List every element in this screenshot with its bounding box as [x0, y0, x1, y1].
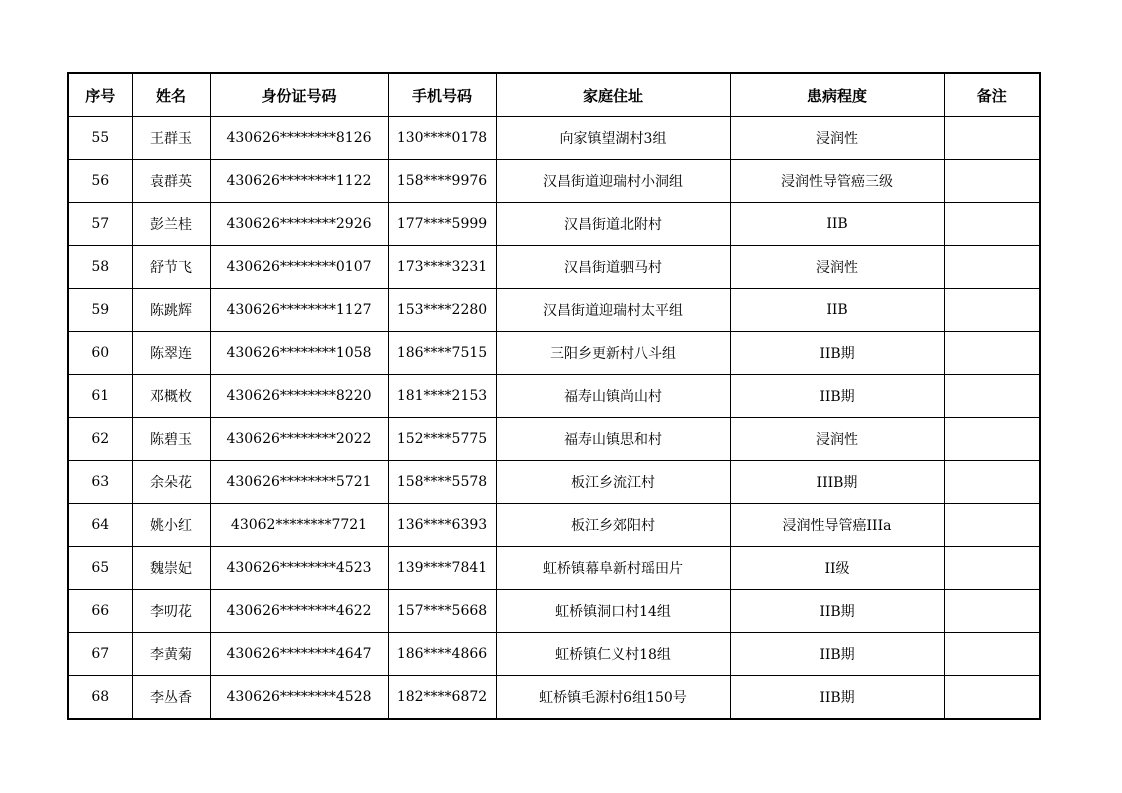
cell-remarks: [944, 418, 1040, 461]
cell-name: 袁群英: [132, 160, 210, 203]
cell-id-number: 430626********4647: [210, 633, 388, 676]
cell-name: 王群玉: [132, 117, 210, 160]
table-row: [68, 246, 1040, 289]
cell-id-number: 430626********8220: [210, 375, 388, 418]
header-row: [68, 73, 1040, 117]
cell-remarks: [944, 246, 1040, 289]
cell-remarks: [944, 289, 1040, 332]
cell-address: 福寿山镇思和村: [496, 418, 730, 461]
cell-severity: IIB期: [730, 375, 944, 418]
cell-remarks: [944, 332, 1040, 375]
table-row: [68, 633, 1040, 676]
cell-id-number: 430626********4523: [210, 547, 388, 590]
cell-address: 虹桥镇毛源村6组150号: [496, 676, 730, 720]
cell-address: 虹桥镇洞口村14组: [496, 590, 730, 633]
table-row: [68, 590, 1040, 633]
cell-index: 63: [68, 461, 132, 504]
cell-phone: 177****5999: [388, 203, 496, 246]
table-row: [68, 375, 1040, 418]
table-row: [68, 203, 1040, 246]
cell-remarks: [944, 547, 1040, 590]
cell-remarks: [944, 375, 1040, 418]
cell-index: 59: [68, 289, 132, 332]
cell-index: 56: [68, 160, 132, 203]
cell-index: 65: [68, 547, 132, 590]
cell-severity: IIB期: [730, 332, 944, 375]
header-severity: 患病程度: [730, 73, 944, 117]
cell-severity: 浸润性: [730, 418, 944, 461]
header-address: 家庭住址: [496, 73, 730, 117]
table-row: [68, 289, 1040, 332]
cell-phone: 157****5668: [388, 590, 496, 633]
cell-address: 汉昌街道迎瑞村小洞组: [496, 160, 730, 203]
cell-id-number: 430626********4622: [210, 590, 388, 633]
cell-name: 陈碧玉: [132, 418, 210, 461]
cell-index: 61: [68, 375, 132, 418]
cell-id-number: 430626********4528: [210, 676, 388, 720]
cell-name: 李丛香: [132, 676, 210, 720]
table-row: [68, 676, 1040, 720]
cell-name: 陈翠连: [132, 332, 210, 375]
cell-name: 彭兰桂: [132, 203, 210, 246]
cell-index: 55: [68, 117, 132, 160]
patient-table: [67, 72, 1041, 720]
cell-phone: 139****7841: [388, 547, 496, 590]
table-row: [68, 547, 1040, 590]
cell-severity: 浸润性: [730, 246, 944, 289]
cell-id-number: 430626********1127: [210, 289, 388, 332]
cell-phone: 182****6872: [388, 676, 496, 720]
cell-index: 58: [68, 246, 132, 289]
cell-severity: IIB期: [730, 676, 944, 720]
cell-name: 李黄菊: [132, 633, 210, 676]
cell-phone: 158****9976: [388, 160, 496, 203]
cell-remarks: [944, 504, 1040, 547]
cell-phone: 186****7515: [388, 332, 496, 375]
cell-index: 66: [68, 590, 132, 633]
cell-phone: 153****2280: [388, 289, 496, 332]
table-row: [68, 418, 1040, 461]
table-row: [68, 332, 1040, 375]
cell-id-number: 430626********8126: [210, 117, 388, 160]
cell-severity: IIB: [730, 289, 944, 332]
cell-remarks: [944, 203, 1040, 246]
table-row: [68, 117, 1040, 160]
cell-index: 62: [68, 418, 132, 461]
cell-severity: 浸润性导管癌三级: [730, 160, 944, 203]
cell-index: 68: [68, 676, 132, 720]
cell-address: 汉昌街道驷马村: [496, 246, 730, 289]
cell-address: 虹桥镇幕阜新村瑶田片: [496, 547, 730, 590]
cell-name: 邓概枚: [132, 375, 210, 418]
cell-name: 李叨花: [132, 590, 210, 633]
cell-severity: II级: [730, 547, 944, 590]
cell-severity: IIB期: [730, 590, 944, 633]
cell-severity: 浸润性导管癌IIIa: [730, 504, 944, 547]
cell-index: 64: [68, 504, 132, 547]
cell-remarks: [944, 633, 1040, 676]
cell-address: 向家镇望湖村3组: [496, 117, 730, 160]
cell-address: 汉昌街道迎瑞村太平组: [496, 289, 730, 332]
table-row: [68, 160, 1040, 203]
cell-index: 57: [68, 203, 132, 246]
cell-id-number: 430626********2926: [210, 203, 388, 246]
cell-severity: 浸润性: [730, 117, 944, 160]
cell-phone: 136****6393: [388, 504, 496, 547]
cell-address: 板江乡流江村: [496, 461, 730, 504]
cell-id-number: 430626********2022: [210, 418, 388, 461]
header-phone: 手机号码: [388, 73, 496, 117]
cell-remarks: [944, 160, 1040, 203]
cell-remarks: [944, 117, 1040, 160]
cell-remarks: [944, 590, 1040, 633]
cell-address: 三阳乡更新村八斗组: [496, 332, 730, 375]
cell-address: 板江乡郊阳村: [496, 504, 730, 547]
cell-id-number: 430626********1122: [210, 160, 388, 203]
header-remarks: 备注: [944, 73, 1040, 117]
table-row: [68, 504, 1040, 547]
cell-phone: 158****5578: [388, 461, 496, 504]
cell-index: 60: [68, 332, 132, 375]
header-index: 序号: [68, 73, 132, 117]
cell-id-number: 43062********7721: [210, 504, 388, 547]
cell-phone: 186****4866: [388, 633, 496, 676]
cell-name: 余朵花: [132, 461, 210, 504]
cell-name: 姚小红: [132, 504, 210, 547]
cell-remarks: [944, 461, 1040, 504]
cell-name: 魏崇妃: [132, 547, 210, 590]
table-row: [68, 461, 1040, 504]
cell-phone: 130****0178: [388, 117, 496, 160]
cell-severity: IIIB期: [730, 461, 944, 504]
cell-address: 虹桥镇仁义村18组: [496, 633, 730, 676]
cell-phone: 152****5775: [388, 418, 496, 461]
cell-remarks: [944, 676, 1040, 720]
cell-id-number: 430626********1058: [210, 332, 388, 375]
cell-index: 67: [68, 633, 132, 676]
header-name: 姓名: [132, 73, 210, 117]
cell-phone: 173****3231: [388, 246, 496, 289]
cell-severity: IIB: [730, 203, 944, 246]
cell-name: 陈跳辉: [132, 289, 210, 332]
cell-address: 福寿山镇尚山村: [496, 375, 730, 418]
cell-phone: 181****2153: [388, 375, 496, 418]
cell-id-number: 430626********0107: [210, 246, 388, 289]
cell-name: 舒节飞: [132, 246, 210, 289]
cell-address: 汉昌街道北附村: [496, 203, 730, 246]
cell-severity: IIB期: [730, 633, 944, 676]
cell-id-number: 430626********5721: [210, 461, 388, 504]
header-id-number: 身份证号码: [210, 73, 388, 117]
